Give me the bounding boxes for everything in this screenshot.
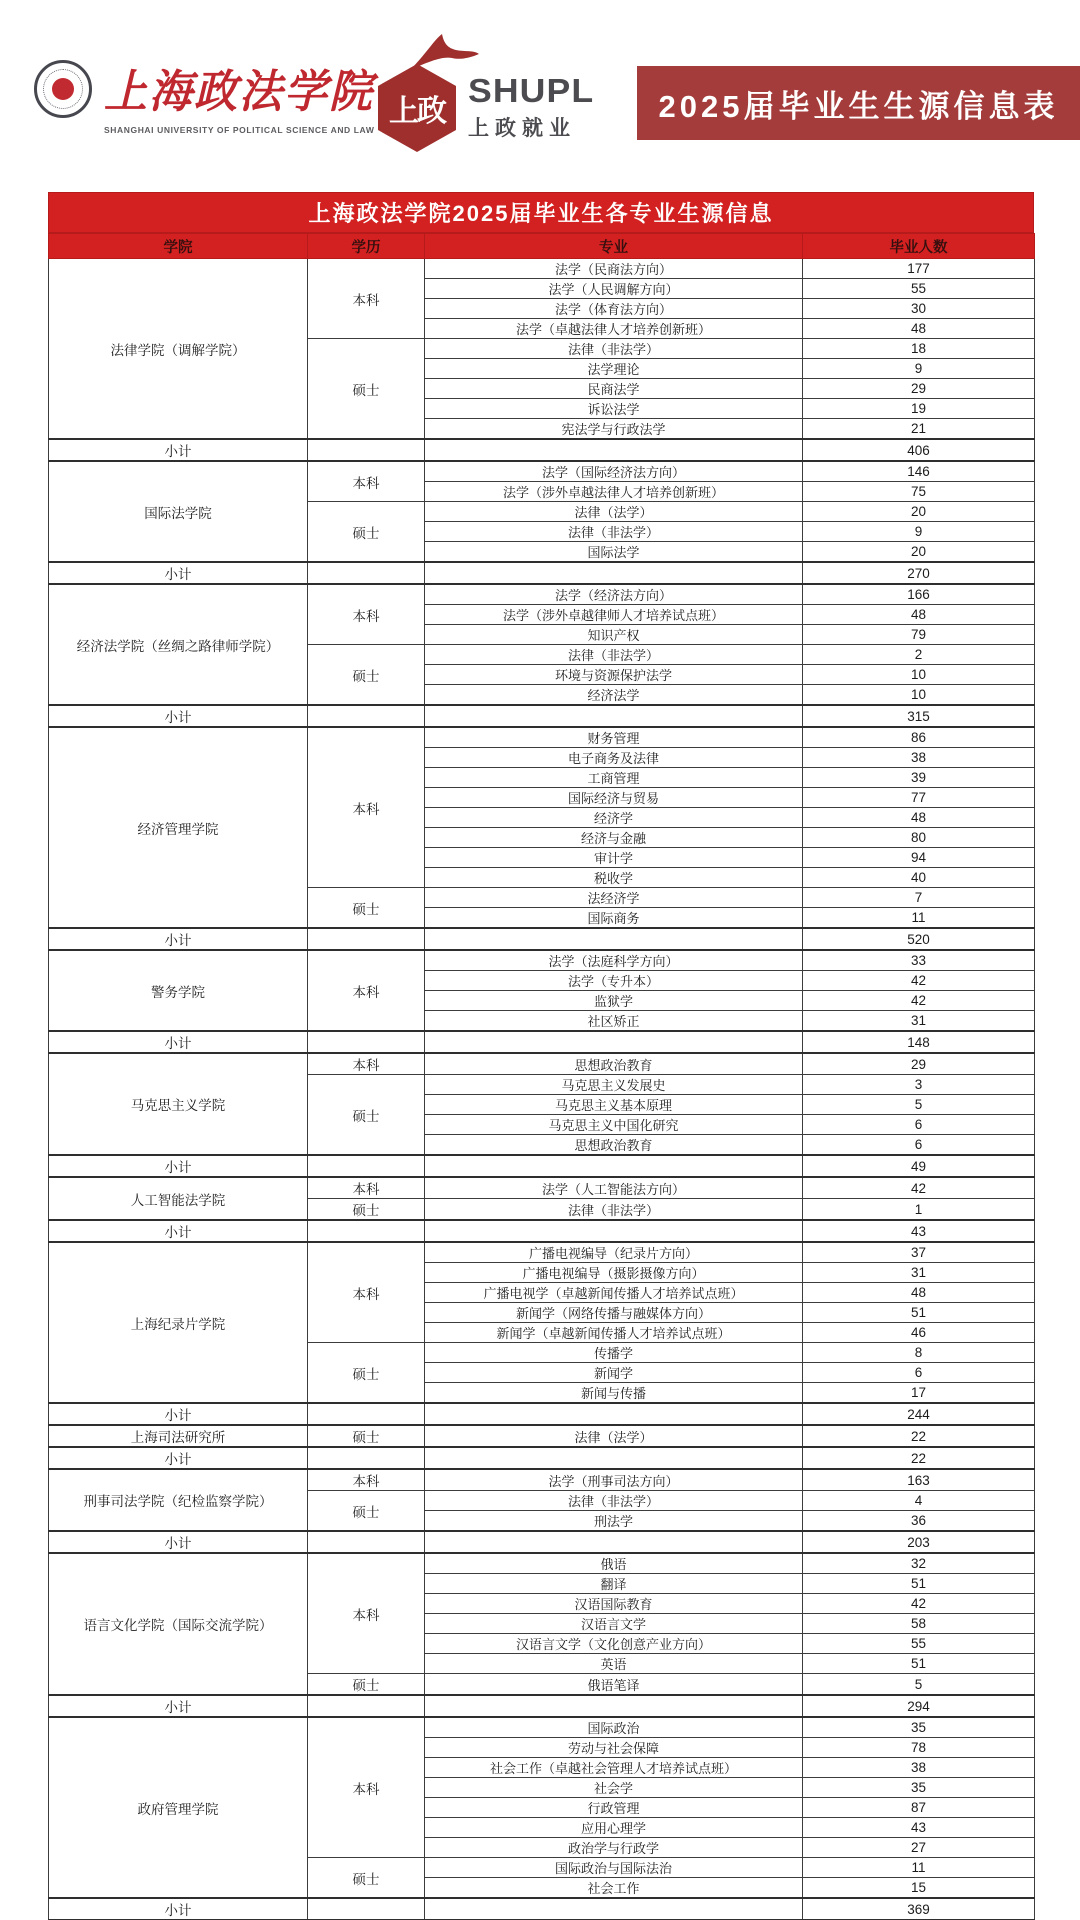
subtotal-row: [49, 562, 1035, 584]
count-cell: 7: [803, 888, 1035, 908]
major-row: [49, 1717, 1035, 1738]
college-cell: 刑事司法学院（纪检监察学院）: [49, 1469, 308, 1531]
major-cell: 知识产权: [425, 625, 803, 645]
count-cell: 11: [803, 908, 1035, 929]
data-table: [48, 233, 1035, 1920]
major-cell: 广播电视学（卓越新闻传播人才培养试点班）: [425, 1283, 803, 1303]
major-cell: 思想政治教育: [425, 1053, 803, 1075]
subtotal-empty-degree: [308, 928, 425, 950]
degree-cell: 本科: [308, 1053, 425, 1075]
subtotal-empty-degree: [308, 439, 425, 461]
major-cell: 经济与金融: [425, 828, 803, 848]
major-cell: 新闻学（网络传播与融媒体方向）: [425, 1303, 803, 1323]
college-cell: 法律学院（调解学院）: [49, 259, 308, 440]
major-cell: 社区矫正: [425, 1011, 803, 1032]
college-cell: 警务学院: [49, 950, 308, 1031]
college-cell: 经济法学院（丝绸之路律师学院）: [49, 584, 308, 705]
major-cell: 环境与资源保护法学: [425, 665, 803, 685]
col-header-college: 学院: [49, 234, 308, 259]
major-cell: 新闻学（卓越新闻传播人才培养试点班）: [425, 1323, 803, 1343]
count-cell: 2: [803, 645, 1035, 665]
count-cell: 29: [803, 379, 1035, 399]
college-cell: 人工智能法学院: [49, 1177, 308, 1220]
subtotal-label-cell: 小计: [49, 1155, 308, 1177]
subtotal-count-cell: 148: [803, 1031, 1035, 1053]
major-cell: 法学（人工智能法方向）: [425, 1177, 803, 1199]
major-cell: 汉语言文学: [425, 1614, 803, 1634]
count-cell: 48: [803, 808, 1035, 828]
degree-cell: 硕士: [308, 502, 425, 563]
subtotal-row: [49, 1447, 1035, 1469]
major-cell: 国际政治与国际法治: [425, 1858, 803, 1878]
major-cell: 法律（非法学）: [425, 1199, 803, 1221]
count-cell: 40: [803, 868, 1035, 888]
university-name-cn: 上海政法学院: [104, 66, 374, 118]
college-cell: 上海纪录片学院: [49, 1242, 308, 1403]
shupl-wordmark: [468, 72, 638, 142]
college-cell: 马克思主义学院: [49, 1053, 308, 1155]
subtotal-empty-degree: [308, 1531, 425, 1553]
subtotal-label-cell: 小计: [49, 705, 308, 727]
subtotal-row: [49, 1898, 1035, 1920]
major-cell: 法学（涉外卓越律师人才培养试点班）: [425, 605, 803, 625]
count-cell: 15: [803, 1878, 1035, 1899]
title-banner: 2025届毕业生生源信息表: [637, 66, 1080, 140]
subtotal-empty-major: [425, 439, 803, 461]
major-cell: 民商法学: [425, 379, 803, 399]
count-cell: 3: [803, 1075, 1035, 1095]
count-cell: 4: [803, 1491, 1035, 1511]
count-cell: 80: [803, 828, 1035, 848]
source-info-table: [48, 192, 1034, 1920]
subtotal-label-cell: 小计: [49, 1531, 308, 1553]
subtotal-empty-major: [425, 1155, 803, 1177]
count-cell: 79: [803, 625, 1035, 645]
subtotal-empty-degree: [308, 1220, 425, 1242]
major-cell: 法律（非法学）: [425, 339, 803, 359]
major-row: [49, 259, 1035, 279]
major-cell: 马克思主义中国化研究: [425, 1115, 803, 1135]
subtotal-row: [49, 1220, 1035, 1242]
major-cell: 工商管理: [425, 768, 803, 788]
college-cell: 经济管理学院: [49, 727, 308, 928]
count-cell: 51: [803, 1574, 1035, 1594]
major-cell: 广播电视编导（摄影摄像方向）: [425, 1263, 803, 1283]
degree-cell: 硕士: [308, 1343, 425, 1404]
page-header: [0, 0, 1080, 165]
subtotal-label-cell: 小计: [49, 1031, 308, 1053]
count-cell: 27: [803, 1838, 1035, 1858]
count-cell: 46: [803, 1323, 1035, 1343]
subtotal-count-cell: 369: [803, 1898, 1035, 1920]
college-cell: 国际法学院: [49, 461, 308, 562]
major-cell: 审计学: [425, 848, 803, 868]
major-row: [49, 1242, 1035, 1263]
major-cell: 刑法学: [425, 1511, 803, 1532]
university-name-block: [104, 58, 384, 135]
major-cell: 法律（非法学）: [425, 645, 803, 665]
major-cell: 诉讼法学: [425, 399, 803, 419]
count-cell: 10: [803, 685, 1035, 706]
count-cell: 51: [803, 1303, 1035, 1323]
count-cell: 55: [803, 1634, 1035, 1654]
subtotal-row: [49, 1531, 1035, 1553]
subtotal-empty-major: [425, 1898, 803, 1920]
major-cell: 社会工作: [425, 1878, 803, 1899]
major-cell: 监狱学: [425, 991, 803, 1011]
university-name-en: SHANGHAI UNIVERSITY OF POLITICAL SCIENCE AND LAW: [104, 125, 375, 135]
count-cell: 19: [803, 399, 1035, 419]
count-cell: 11: [803, 1858, 1035, 1878]
shupl-en-label: SHUPL: [468, 72, 595, 109]
col-header-count: 毕业人数: [803, 234, 1035, 259]
degree-cell: 本科: [308, 1717, 425, 1858]
count-cell: 38: [803, 748, 1035, 768]
count-cell: 166: [803, 584, 1035, 605]
major-cell: 国际经济与贸易: [425, 788, 803, 808]
major-row: [49, 584, 1035, 605]
major-cell: 传播学: [425, 1343, 803, 1363]
count-cell: 87: [803, 1798, 1035, 1818]
degree-cell: 本科: [308, 584, 425, 645]
subtotal-empty-major: [425, 705, 803, 727]
count-cell: 75: [803, 482, 1035, 502]
col-header-degree: 学历: [308, 234, 425, 259]
count-cell: 42: [803, 991, 1035, 1011]
subtotal-row: [49, 439, 1035, 461]
seal-ring: [43, 69, 83, 109]
subtotal-count-cell: 203: [803, 1531, 1035, 1553]
count-cell: 42: [803, 1177, 1035, 1199]
shupl-cn-label: 上政就业: [468, 117, 576, 140]
subtotal-label-cell: 小计: [49, 439, 308, 461]
major-cell: 应用心理学: [425, 1818, 803, 1838]
degree-cell: 本科: [308, 259, 425, 339]
count-cell: 33: [803, 950, 1035, 971]
count-cell: 48: [803, 319, 1035, 339]
college-cell: 政府管理学院: [49, 1717, 308, 1898]
subtotal-count-cell: 294: [803, 1695, 1035, 1717]
count-cell: 10: [803, 665, 1035, 685]
count-cell: 177: [803, 259, 1035, 279]
subtotal-count-cell: 22: [803, 1447, 1035, 1469]
major-row: [49, 727, 1035, 748]
subtotal-count-cell: 49: [803, 1155, 1035, 1177]
degree-cell: 本科: [308, 1177, 425, 1199]
major-cell: 法律（非法学）: [425, 522, 803, 542]
subtotal-empty-major: [425, 1220, 803, 1242]
count-cell: 36: [803, 1511, 1035, 1532]
major-cell: 行政管理: [425, 1798, 803, 1818]
subtotal-row: [49, 928, 1035, 950]
degree-cell: 本科: [308, 1553, 425, 1674]
major-cell: 英语: [425, 1654, 803, 1674]
major-row: [49, 1553, 1035, 1574]
shupl-logo: [378, 38, 478, 158]
subtotal-empty-major: [425, 1031, 803, 1053]
subtotal-empty-major: [425, 928, 803, 950]
seal-core: [52, 78, 74, 100]
count-cell: 163: [803, 1469, 1035, 1491]
count-cell: 20: [803, 542, 1035, 563]
subtotal-count-cell: 244: [803, 1403, 1035, 1425]
major-cell: 俄语笔译: [425, 1674, 803, 1696]
count-cell: 31: [803, 1011, 1035, 1032]
degree-cell: 硕士: [308, 1199, 425, 1221]
count-cell: 37: [803, 1242, 1035, 1263]
count-cell: 94: [803, 848, 1035, 868]
subtotal-empty-major: [425, 1447, 803, 1469]
subtotal-label-cell: 小计: [49, 1898, 308, 1920]
major-cell: 法学（涉外卓越法律人才培养创新班）: [425, 482, 803, 502]
count-cell: 5: [803, 1674, 1035, 1696]
count-cell: 35: [803, 1717, 1035, 1738]
count-cell: 9: [803, 359, 1035, 379]
table-header-row: [49, 234, 1035, 259]
major-cell: 法学（人民调解方向）: [425, 279, 803, 299]
major-cell: 马克思主义基本原理: [425, 1095, 803, 1115]
count-cell: 43: [803, 1818, 1035, 1838]
major-cell: 法学（卓越法律人才培养创新班）: [425, 319, 803, 339]
count-cell: 8: [803, 1343, 1035, 1363]
major-cell: 俄语: [425, 1553, 803, 1574]
major-row: [49, 950, 1035, 971]
count-cell: 22: [803, 1425, 1035, 1447]
subtotal-empty-degree: [308, 1155, 425, 1177]
count-cell: 55: [803, 279, 1035, 299]
subtotal-empty-degree: [308, 1403, 425, 1425]
degree-cell: 硕士: [308, 645, 425, 706]
major-cell: 汉语言文学（文化创意产业方向）: [425, 1634, 803, 1654]
major-row: [49, 461, 1035, 482]
major-row: [49, 1053, 1035, 1075]
college-cell: 上海司法研究所: [49, 1425, 308, 1447]
subtotal-row: [49, 705, 1035, 727]
count-cell: 86: [803, 727, 1035, 748]
major-cell: 电子商务及法律: [425, 748, 803, 768]
major-cell: 劳动与社会保障: [425, 1738, 803, 1758]
count-cell: 1: [803, 1199, 1035, 1221]
count-cell: 30: [803, 299, 1035, 319]
subtotal-count-cell: 520: [803, 928, 1035, 950]
major-cell: 经济学: [425, 808, 803, 828]
major-cell: 汉语国际教育: [425, 1594, 803, 1614]
major-cell: 法学（体育法方向）: [425, 299, 803, 319]
count-cell: 48: [803, 605, 1035, 625]
count-cell: 32: [803, 1553, 1035, 1574]
degree-cell: 硕士: [308, 1425, 425, 1447]
major-cell: 法学理论: [425, 359, 803, 379]
subtotal-label-cell: 小计: [49, 562, 308, 584]
count-cell: 21: [803, 419, 1035, 440]
major-cell: 法律（法学）: [425, 502, 803, 522]
subtotal-count-cell: 406: [803, 439, 1035, 461]
major-cell: 法学（刑事司法方向）: [425, 1469, 803, 1491]
degree-cell: 本科: [308, 950, 425, 1031]
university-seal-icon: [34, 60, 92, 118]
count-cell: 42: [803, 971, 1035, 991]
count-cell: 42: [803, 1594, 1035, 1614]
major-cell: 马克思主义发展史: [425, 1075, 803, 1095]
subtotal-empty-degree: [308, 562, 425, 584]
subtotal-empty-degree: [308, 1898, 425, 1920]
count-cell: 48: [803, 1283, 1035, 1303]
major-cell: 法学（专升本）: [425, 971, 803, 991]
subtotal-label-cell: 小计: [49, 1220, 308, 1242]
subtotal-row: [49, 1155, 1035, 1177]
major-cell: 政治学与行政学: [425, 1838, 803, 1858]
count-cell: 77: [803, 788, 1035, 808]
count-cell: 18: [803, 339, 1035, 359]
major-cell: 法学（经济法方向）: [425, 584, 803, 605]
degree-cell: 本科: [308, 461, 425, 502]
major-cell: 国际政治: [425, 1717, 803, 1738]
major-cell: 翻译: [425, 1574, 803, 1594]
major-cell: 经济法学: [425, 685, 803, 706]
degree-cell: 硕士: [308, 339, 425, 440]
degree-cell: 硕士: [308, 1674, 425, 1696]
degree-cell: 本科: [308, 1469, 425, 1491]
count-cell: 51: [803, 1654, 1035, 1674]
count-cell: 146: [803, 461, 1035, 482]
subtotal-empty-degree: [308, 1695, 425, 1717]
col-header-major: 专业: [425, 234, 803, 259]
degree-cell: 硕士: [308, 888, 425, 929]
count-cell: 39: [803, 768, 1035, 788]
major-cell: 国际法学: [425, 542, 803, 563]
degree-cell: 硕士: [308, 1858, 425, 1899]
major-cell: 法经济学: [425, 888, 803, 908]
college-cell: 语言文化学院（国际交流学院）: [49, 1553, 308, 1695]
major-cell: 法学（民商法方向）: [425, 259, 803, 279]
count-cell: 6: [803, 1135, 1035, 1156]
degree-cell: 硕士: [308, 1491, 425, 1532]
count-cell: 6: [803, 1363, 1035, 1383]
subtotal-label-cell: 小计: [49, 1447, 308, 1469]
subtotal-label-cell: 小计: [49, 1695, 308, 1717]
major-cell: 财务管理: [425, 727, 803, 748]
count-cell: 20: [803, 502, 1035, 522]
subtotal-label-cell: 小计: [49, 1403, 308, 1425]
major-cell: 国际商务: [425, 908, 803, 929]
subtotal-empty-major: [425, 562, 803, 584]
count-cell: 5: [803, 1095, 1035, 1115]
subtotal-count-cell: 270: [803, 562, 1035, 584]
subtotal-row: [49, 1695, 1035, 1717]
count-cell: 78: [803, 1738, 1035, 1758]
hexagon-text: 上政: [389, 95, 445, 128]
count-cell: 9: [803, 522, 1035, 542]
major-cell: 宪法学与行政法学: [425, 419, 803, 440]
count-cell: 58: [803, 1614, 1035, 1634]
major-cell: 新闻与传播: [425, 1383, 803, 1404]
major-cell: 法律（非法学）: [425, 1491, 803, 1511]
major-row: [49, 1177, 1035, 1199]
major-row: [49, 1469, 1035, 1491]
subtotal-empty-major: [425, 1695, 803, 1717]
count-cell: 6: [803, 1115, 1035, 1135]
count-cell: 35: [803, 1778, 1035, 1798]
degree-cell: 本科: [308, 1242, 425, 1343]
subtotal-empty-degree: [308, 1447, 425, 1469]
count-cell: 38: [803, 1758, 1035, 1778]
major-cell: 法学（法庭科学方向）: [425, 950, 803, 971]
subtotal-empty-degree: [308, 1031, 425, 1053]
major-cell: 新闻学: [425, 1363, 803, 1383]
major-cell: 法学（国际经济法方向）: [425, 461, 803, 482]
table-title: 上海政法学院2025届毕业生各专业生源信息: [48, 192, 1034, 233]
subtotal-row: [49, 1403, 1035, 1425]
major-cell: 法律（法学）: [425, 1425, 803, 1447]
major-cell: 税收学: [425, 868, 803, 888]
subtotal-empty-major: [425, 1531, 803, 1553]
major-cell: 思想政治教育: [425, 1135, 803, 1156]
subtotal-empty-major: [425, 1403, 803, 1425]
major-cell: 社会学: [425, 1778, 803, 1798]
major-row: [49, 1425, 1035, 1447]
subtotal-count-cell: 315: [803, 705, 1035, 727]
subtotal-count-cell: 43: [803, 1220, 1035, 1242]
source-table-body: [49, 259, 1035, 1920]
subtotal-row: [49, 1031, 1035, 1053]
count-cell: 17: [803, 1383, 1035, 1404]
subtotal-empty-degree: [308, 705, 425, 727]
major-cell: 社会工作（卓越社会管理人才培养试点班）: [425, 1758, 803, 1778]
count-cell: 31: [803, 1263, 1035, 1283]
subtotal-label-cell: 小计: [49, 928, 308, 950]
degree-cell: 硕士: [308, 1075, 425, 1156]
count-cell: 29: [803, 1053, 1035, 1075]
major-cell: 广播电视编导（纪录片方向）: [425, 1242, 803, 1263]
degree-cell: 本科: [308, 727, 425, 888]
